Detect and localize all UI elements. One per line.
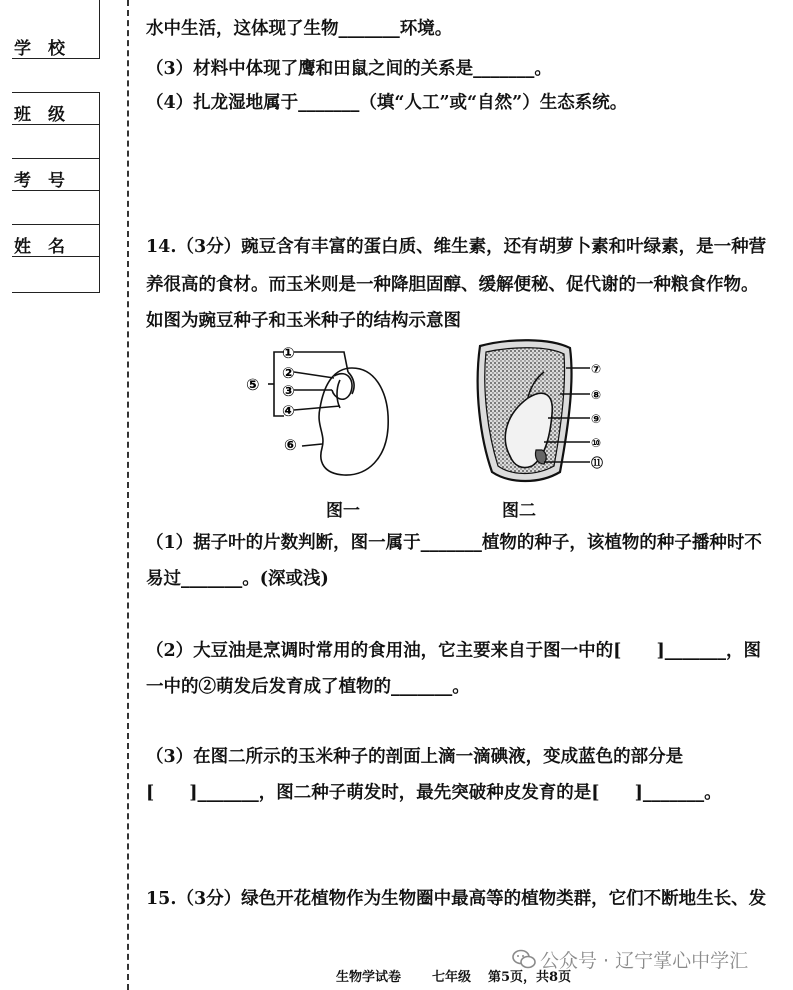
footer-grade: 七年级 — [432, 970, 472, 985]
class-label: 班 级 — [14, 105, 65, 125]
fig2-label-11: ⑪ — [591, 456, 604, 470]
class-field-underline — [12, 158, 100, 159]
school-field-line — [12, 58, 100, 59]
exam-no-field-border — [99, 158, 100, 224]
fig1-label-3: ③ — [282, 382, 295, 400]
footer-subject: 生物学试卷 — [336, 970, 402, 985]
fig1-label-6: ⑥ — [284, 436, 297, 454]
binding-fold-line — [127, 0, 129, 990]
exam-no-field-line — [12, 190, 100, 191]
fig2-label-10: ⑩ — [591, 436, 602, 450]
school-label: 学 校 — [14, 39, 65, 59]
fig1-label-5: ⑤ — [246, 375, 260, 394]
school-field-border — [99, 0, 100, 58]
q14-part1-line1: （1）据子叶的片数判断，图一属于_______植物的种子，该植物的种子播种时不 — [146, 533, 762, 553]
watermark-text: 公众号 · 辽宁掌心中学汇 — [540, 950, 749, 972]
q14-part3-line2: [ ]_______，图二种子萌发时，最先突破种皮发育的是[ ]_______。 — [146, 783, 722, 803]
q15-intro: 15.（3分）绿色开花植物作为生物圈中最高等的植物类群，它们不断地生长、发 — [146, 889, 767, 909]
fig1-label-4: ④ — [282, 402, 295, 420]
fig2-label-8: ⑧ — [591, 388, 602, 402]
class-field-border — [99, 92, 100, 158]
fig1-label-2: ② — [282, 364, 295, 382]
class-field-line — [12, 124, 100, 125]
q14-part2-line1: （2）大豆油是烹调时常用的食用油，它主要来自于图一中的[ ]_______，图 — [146, 641, 761, 661]
name-field-border — [99, 224, 100, 292]
q14-intro-line3: 如图为豌豆种子和玉米种子的结构示意图 — [146, 311, 461, 331]
q13-part4: （4）扎龙湿地属于_______（填“人工”或“自然”）生态系统。 — [146, 93, 628, 113]
figure1-pea-seed-diagram — [246, 338, 410, 488]
q14-part1-line2: 易过_______。(深或浅) — [146, 569, 329, 589]
q13-continuation: 水中生活，这体现了生物_______环境。 — [146, 19, 453, 39]
figure2-caption: 图二 — [502, 501, 536, 521]
fig2-label-7: ⑦ — [591, 362, 602, 376]
exam-no-label: 考 号 — [14, 171, 65, 191]
figure2-corn-seed-diagram — [470, 338, 610, 488]
name-field-underline — [12, 292, 100, 293]
name-field-line — [12, 256, 100, 257]
school-field-underline — [12, 92, 100, 93]
footer-page-number: 第5页，共8页 — [488, 970, 572, 985]
fig1-label-1: ① — [282, 344, 295, 362]
q14-part3-line1: （3）在图二所示的玉米种子的剖面上滴一滴碘液，变成蓝色的部分是 — [146, 747, 684, 767]
fig2-label-9: ⑨ — [591, 412, 602, 426]
q14-intro-line2: 养很高的食材。而玉米则是一种降胆固醇、缓解便秘、促代谢的一种粮食作物。 — [146, 275, 759, 295]
name-label: 姓 名 — [14, 237, 65, 257]
figure1-caption: 图一 — [326, 501, 360, 521]
q14-intro-line1: 14.（3分）豌豆含有丰富的蛋白质、维生素，还有胡萝卜素和叶绿素，是一种营 — [146, 237, 767, 257]
q14-part2-line2: 一中的②萌发后发育成了植物的_______。 — [146, 677, 470, 697]
exam-no-field-underline — [12, 224, 100, 225]
q13-part3: （3）材料中体现了鹰和田鼠之间的关系是_______。 — [146, 59, 552, 79]
